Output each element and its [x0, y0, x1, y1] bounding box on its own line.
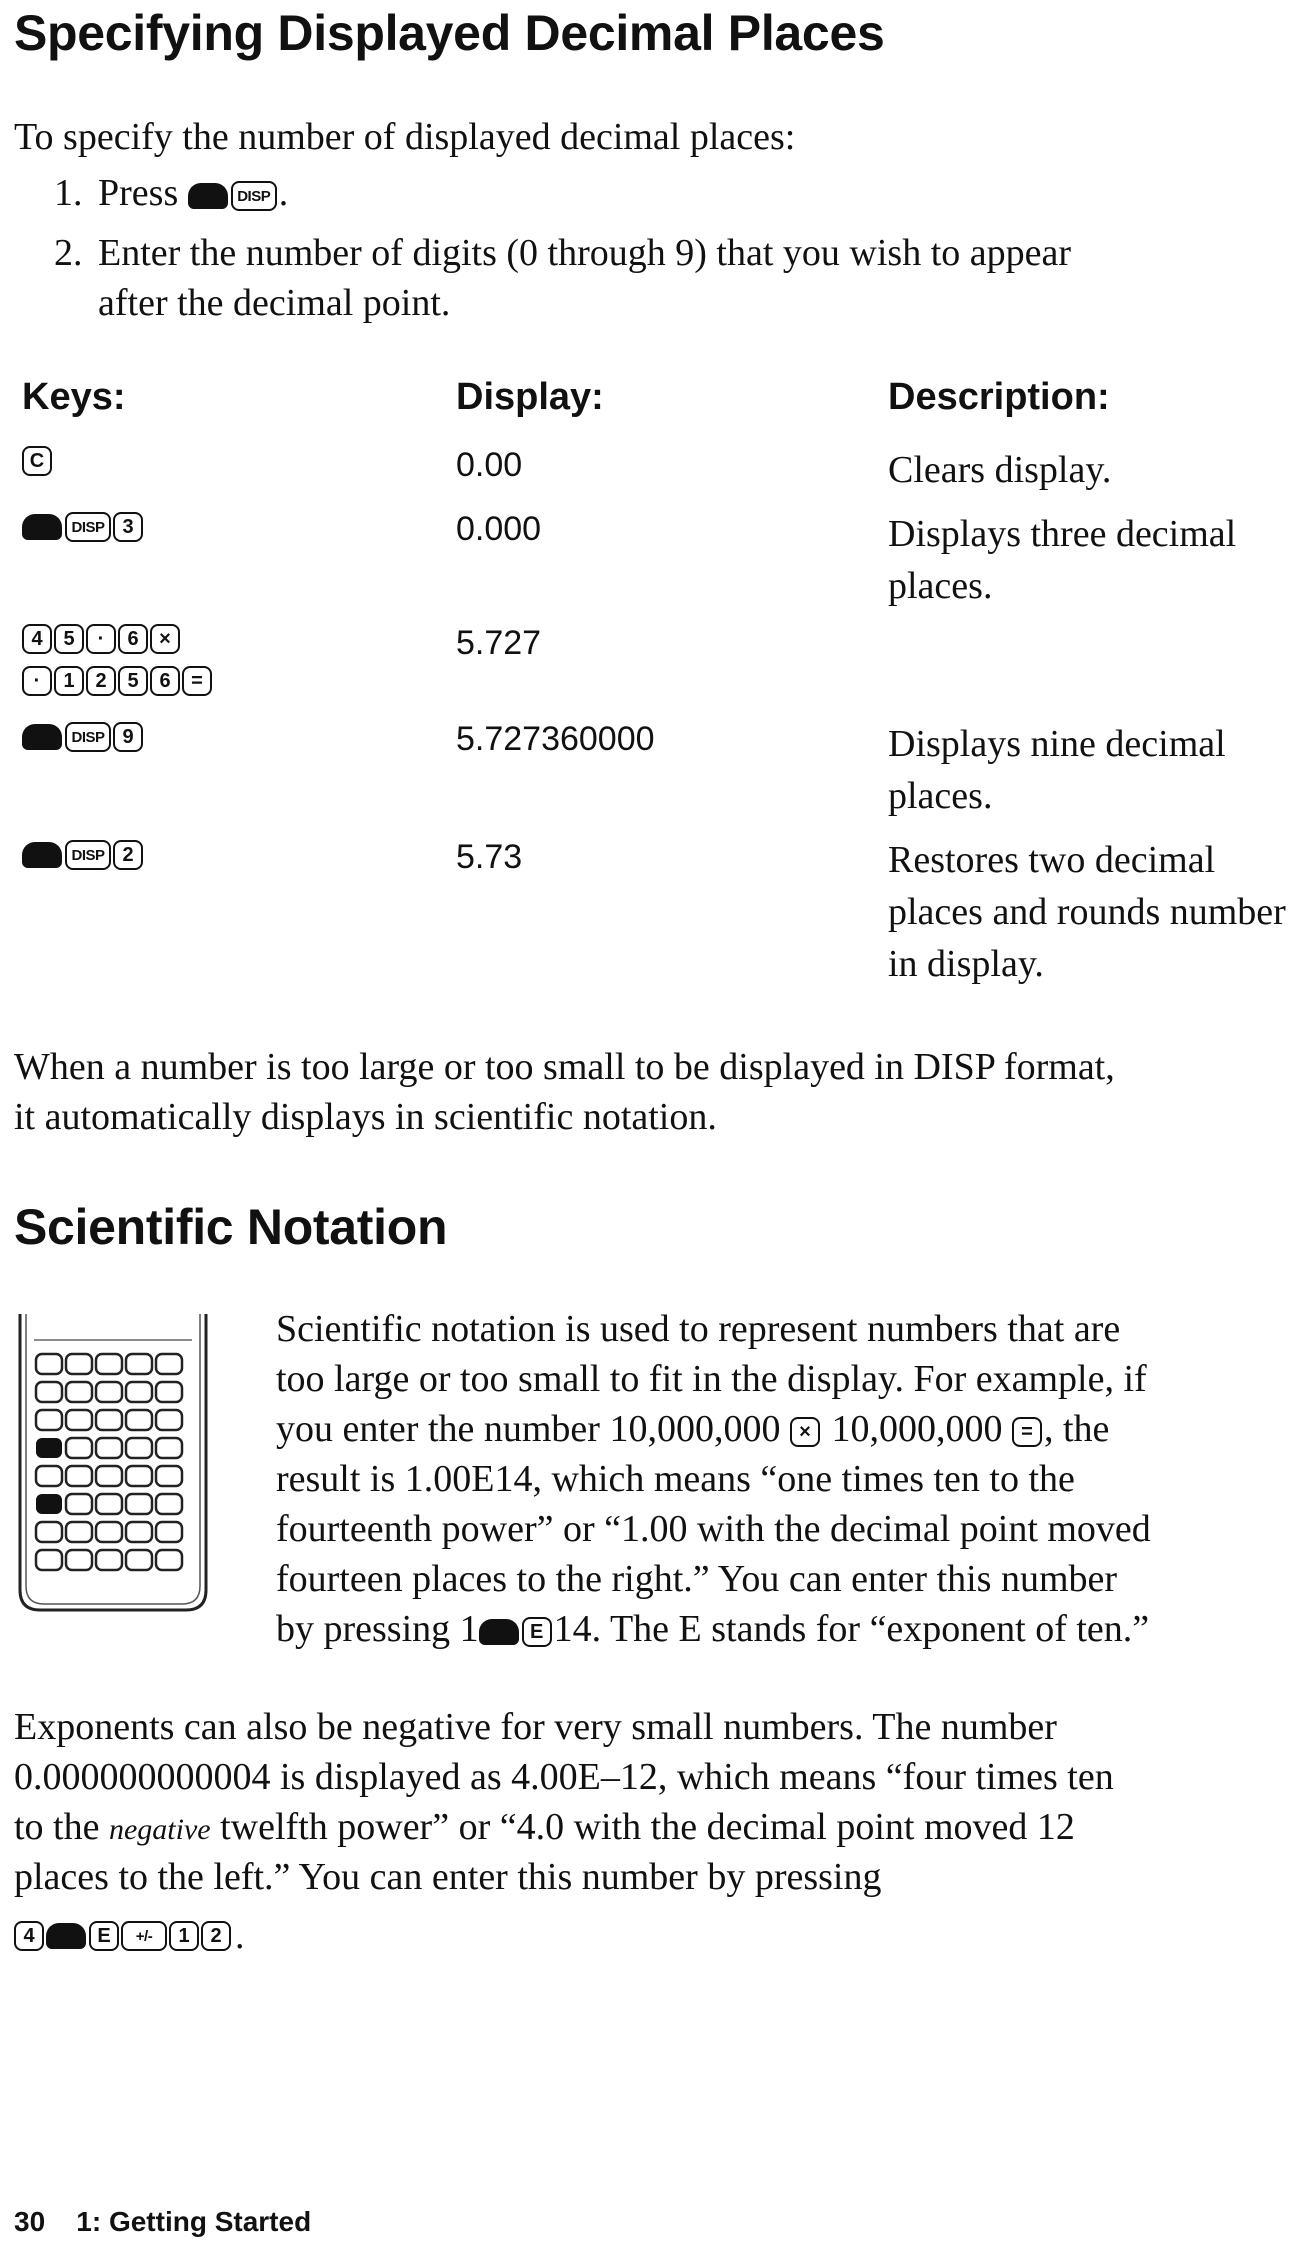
sci-p2-keys — [14, 1914, 245, 1958]
step-1-number: 1. — [54, 172, 83, 214]
e-key: E — [522, 1617, 552, 1647]
step-1-text: Press — [98, 172, 179, 214]
shift-disp-keys — [188, 181, 279, 211]
sci-p2-negative: negative — [108, 1813, 211, 1846]
dot-key: · — [86, 624, 116, 654]
step-2 — [54, 228, 1284, 328]
col-header-description: Description: — [888, 376, 1110, 418]
equals-key-wrap — [1012, 1417, 1044, 1447]
row1-display: 0.00 — [456, 446, 523, 484]
five-key: 5 — [54, 624, 84, 654]
shift-key-icon — [22, 842, 62, 868]
row5-display: 5.73 — [456, 838, 523, 876]
row2-keys — [22, 512, 145, 542]
five-key: 5 — [118, 666, 148, 696]
step-2-number: 2. — [54, 232, 83, 274]
times-key: × — [150, 624, 180, 654]
three-key: 3 — [113, 512, 143, 542]
intro-text: To specify the number of displayed decimal places: — [14, 116, 796, 158]
shift-key-icon — [22, 724, 62, 750]
six-key: 6 — [150, 666, 180, 696]
dot-key: · — [22, 666, 52, 696]
times-key: × — [790, 1417, 820, 1447]
times-key-wrap — [790, 1417, 822, 1447]
row1-description: Clears display. — [888, 449, 1112, 491]
row3-display: 5.727 — [456, 624, 542, 662]
sci-p1-line3-a: you enter the number 10,000,000 — [276, 1408, 781, 1450]
sci-p2-line4: places to the left.” You can enter this number by pressing — [14, 1856, 882, 1898]
col-header-display: Display: — [456, 376, 604, 418]
equals-key: = — [1012, 1417, 1042, 1447]
shift-key-icon — [22, 514, 62, 540]
sci-p1-line3-c: , the — [1043, 1408, 1110, 1450]
row1-keys — [22, 446, 54, 476]
sci-p1-line7-b: 14. The E stands for “exponent of ten.” — [553, 1608, 1150, 1650]
step-2-line1: Enter the number of digits (0 through 9) that you wish to appear — [98, 232, 1072, 274]
row3-keys-line2 — [22, 666, 214, 696]
sci-p1-line6: fourteen places to the right.” You can enter this number — [276, 1558, 1118, 1600]
note-line1: When a number is too large or too small to be displayed in DISP format, — [14, 1046, 1115, 1088]
section-title-scientific-notation: Scientific Notation — [14, 1199, 448, 1255]
sci-p1-line3-b: 10,000,000 — [831, 1408, 1003, 1450]
sci-p2-line3-a: to the — [14, 1806, 109, 1848]
c-key: C — [22, 446, 52, 476]
four-key: 4 — [22, 624, 52, 654]
sci-p1-line5: fourteenth power” or “1.00 with the decimal point moved — [276, 1508, 1151, 1550]
row4-keys — [22, 722, 145, 752]
step-2-line2: after the decimal point. — [98, 282, 451, 324]
row4-description: Displays nine decimal places. — [888, 723, 1226, 817]
calculator-icon — [14, 1310, 214, 1620]
row5-description: Restores two decimal places and rounds number in display. — [888, 839, 1286, 985]
page-footer: 30 1: Getting Started — [14, 2206, 312, 2237]
one-key: 1 — [169, 1921, 199, 1951]
neg-key: +/- — [121, 1921, 167, 1951]
step-1-content: Press DISP . — [98, 172, 289, 214]
row5-keys — [22, 840, 145, 870]
row3-keys-line1 — [22, 624, 182, 654]
row4-display: 5.727360000 — [456, 720, 655, 758]
disp-key: DISP — [65, 840, 111, 870]
col-header-keys: Keys: — [22, 376, 126, 418]
sci-p1-line7-a: by pressing 1 — [276, 1608, 479, 1650]
shift-key-icon — [479, 1619, 519, 1645]
step-1 — [54, 168, 1254, 218]
four-key: 4 — [14, 1921, 44, 1951]
sci-p1-line7 — [276, 1604, 1149, 1654]
sci-p2-line3-c: twelfth power” or “4.0 with the decimal point moved 12 — [210, 1806, 1075, 1848]
nine-key: 9 — [113, 722, 143, 752]
note-line2: it automatically displays in scientific notation. — [14, 1096, 717, 1138]
sci-p2-line3 — [14, 1802, 1075, 1855]
two-key: 2 — [201, 1921, 231, 1951]
two-key: 2 — [113, 840, 143, 870]
row2-description: Displays three decimal places. — [888, 513, 1237, 607]
sci-p2-end: . — [235, 1915, 245, 1957]
sci-p2-line2: 0.000000000004 is displayed as 4.00E–12, which means “four times ten — [14, 1756, 1114, 1798]
six-key: 6 — [118, 624, 148, 654]
e-key: E — [89, 1921, 119, 1951]
sci-p1-line1: Scientific notation is used to represent numbers that are — [276, 1308, 1121, 1350]
disp-key: DISP — [65, 722, 111, 752]
sci-p1-line3 — [276, 1404, 1109, 1454]
row2-display: 0.000 — [456, 510, 542, 548]
sci-p1-line2: too large or too small to fit in the display. For example, if — [276, 1358, 1147, 1400]
disp-key: DISP — [65, 512, 111, 542]
shift-key-icon — [46, 1923, 86, 1949]
shift-key-icon — [188, 183, 228, 209]
shift-e-keys — [479, 1617, 554, 1647]
section-title-decimal-places: Specifying Displayed Decimal Places — [14, 5, 885, 61]
sci-p1-line4: result is 1.00E14, which means “one times ten to the — [276, 1458, 1075, 1500]
equals-key: = — [182, 666, 212, 696]
disp-key: DISP — [231, 181, 277, 211]
one-key: 1 — [54, 666, 84, 696]
sci-p2-line1: Exponents can also be negative for very small numbers. The number — [14, 1706, 1057, 1748]
two-key: 2 — [86, 666, 116, 696]
